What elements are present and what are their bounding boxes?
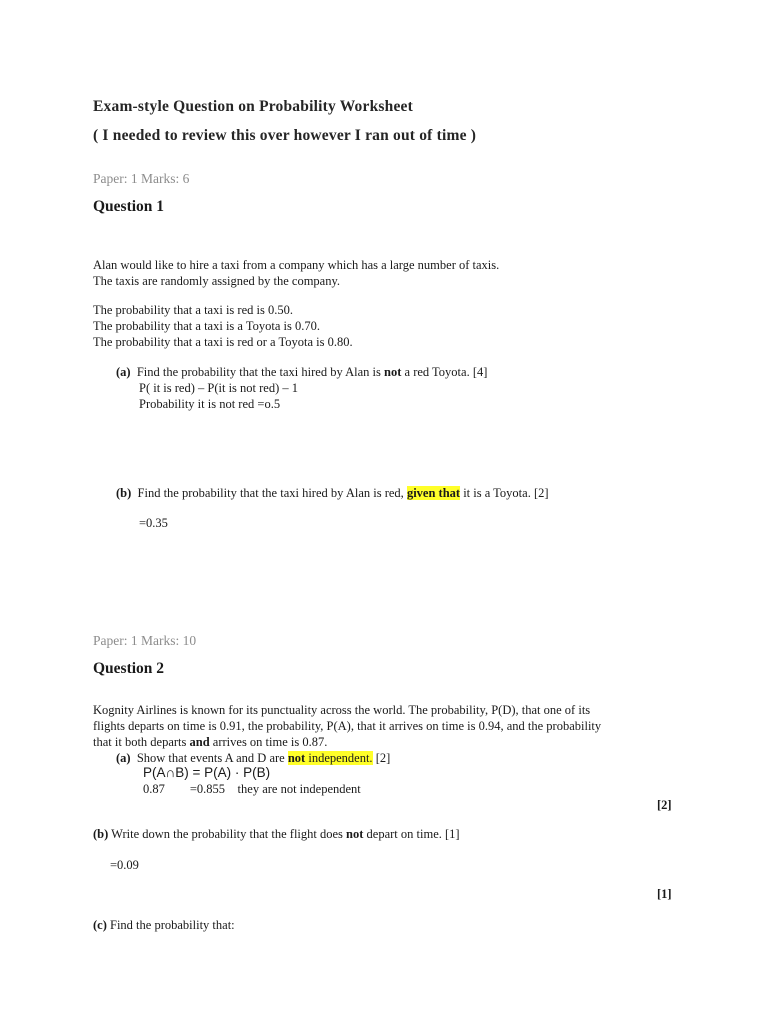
q2b-label: (b) <box>93 827 109 841</box>
q2a-highlight-rest: independent. <box>305 751 373 765</box>
q2-intro-line <box>93 734 601 750</box>
q2-intro3-before: that it both departs <box>93 735 190 749</box>
q1b-question <box>116 485 549 501</box>
q2b-text-before: Write down the probability that the flight does <box>108 827 347 841</box>
q2a-text-after: [2] <box>372 751 391 765</box>
q1a-text-after: a red Toyota. [4] <box>401 365 488 379</box>
q1b-text-after: it is a Toyota. [2] <box>460 486 549 500</box>
page-subtitle: ( I needed to review this over however I ran out of time ) <box>93 127 477 144</box>
q2a-question <box>116 750 390 766</box>
q2b-question <box>93 826 460 842</box>
q1b-text-before: Find the probability that the taxi hired by Alan is red, <box>137 486 407 500</box>
q2b-bold: not <box>346 827 364 841</box>
q1-intro <box>93 257 499 289</box>
q1a-work-line: Probability it is not red =o.5 <box>139 397 281 411</box>
q2b-answer: =0.09 <box>110 858 139 872</box>
q1b-label: (b) <box>116 486 132 500</box>
q1b-highlight: given that <box>406 486 461 500</box>
q2a-working: 0.87 =0.855 they are not independent <box>143 782 361 796</box>
q1a-question <box>116 364 487 380</box>
q2-intro3-after: arrives on time is 0.87. <box>209 735 328 749</box>
q2b-text-after: depart on time. [1] <box>363 827 460 841</box>
q1-fact: The probability that a taxi is red or a Toyota is 0.80. <box>93 335 353 349</box>
q1a-text-before: Find the probability that the taxi hired by Alan is <box>136 365 385 379</box>
q2-meta: Paper: 1 Marks: 10 <box>93 633 197 648</box>
q2a-highlight-bold: not <box>287 751 306 765</box>
q2-intro-line: Kognity Airlines is known for its punctuality across the world. The probability, P(D), that one of its <box>93 703 591 717</box>
q1-title: Question 1 <box>93 198 165 215</box>
q1a-work-line: P( it is red) – P(it is not red) – 1 <box>139 381 299 395</box>
q1a-working <box>139 380 298 412</box>
q2a-formula: P(A∩B) = P(A) · P(B) <box>143 765 271 780</box>
q2a-marks: [2] <box>657 798 672 812</box>
q2a-highlight <box>288 751 373 765</box>
q2c-question <box>93 917 235 933</box>
q1-intro-line: Alan would like to hire a taxi from a company which has a large number of taxis. <box>93 258 500 272</box>
page-title: Exam-style Question on Probability Worksheet <box>93 98 413 115</box>
q1-meta: Paper: 1 Marks: 6 <box>93 171 190 186</box>
q1-fact: The probability that a taxi is red is 0.50. <box>93 303 293 317</box>
q2b-marks: [1] <box>657 887 672 901</box>
q2a-label: (a) <box>116 751 131 765</box>
q1a-bold: not <box>384 365 402 379</box>
q1-intro-line: The taxis are randomly assigned by the company. <box>93 274 341 288</box>
q2a-text-before: Show that events A and D are <box>136 751 288 765</box>
q2c-label: (c) <box>93 918 107 932</box>
q2-title: Question 2 <box>93 660 165 677</box>
q1-facts <box>93 302 353 350</box>
q2-intro3-bold: and <box>189 735 210 749</box>
q2-intro-line: flights departs on time is 0.91, the probability, P(A), that it arrives on time is 0.94, and the probability <box>93 719 602 733</box>
q2c-text: Find the probability that: <box>106 918 235 932</box>
q1b-answer: =0.35 <box>139 516 168 530</box>
q2-intro <box>93 702 601 750</box>
q1a-label: (a) <box>116 365 131 379</box>
q1-fact: The probability that a taxi is a Toyota is 0.70. <box>93 319 320 333</box>
